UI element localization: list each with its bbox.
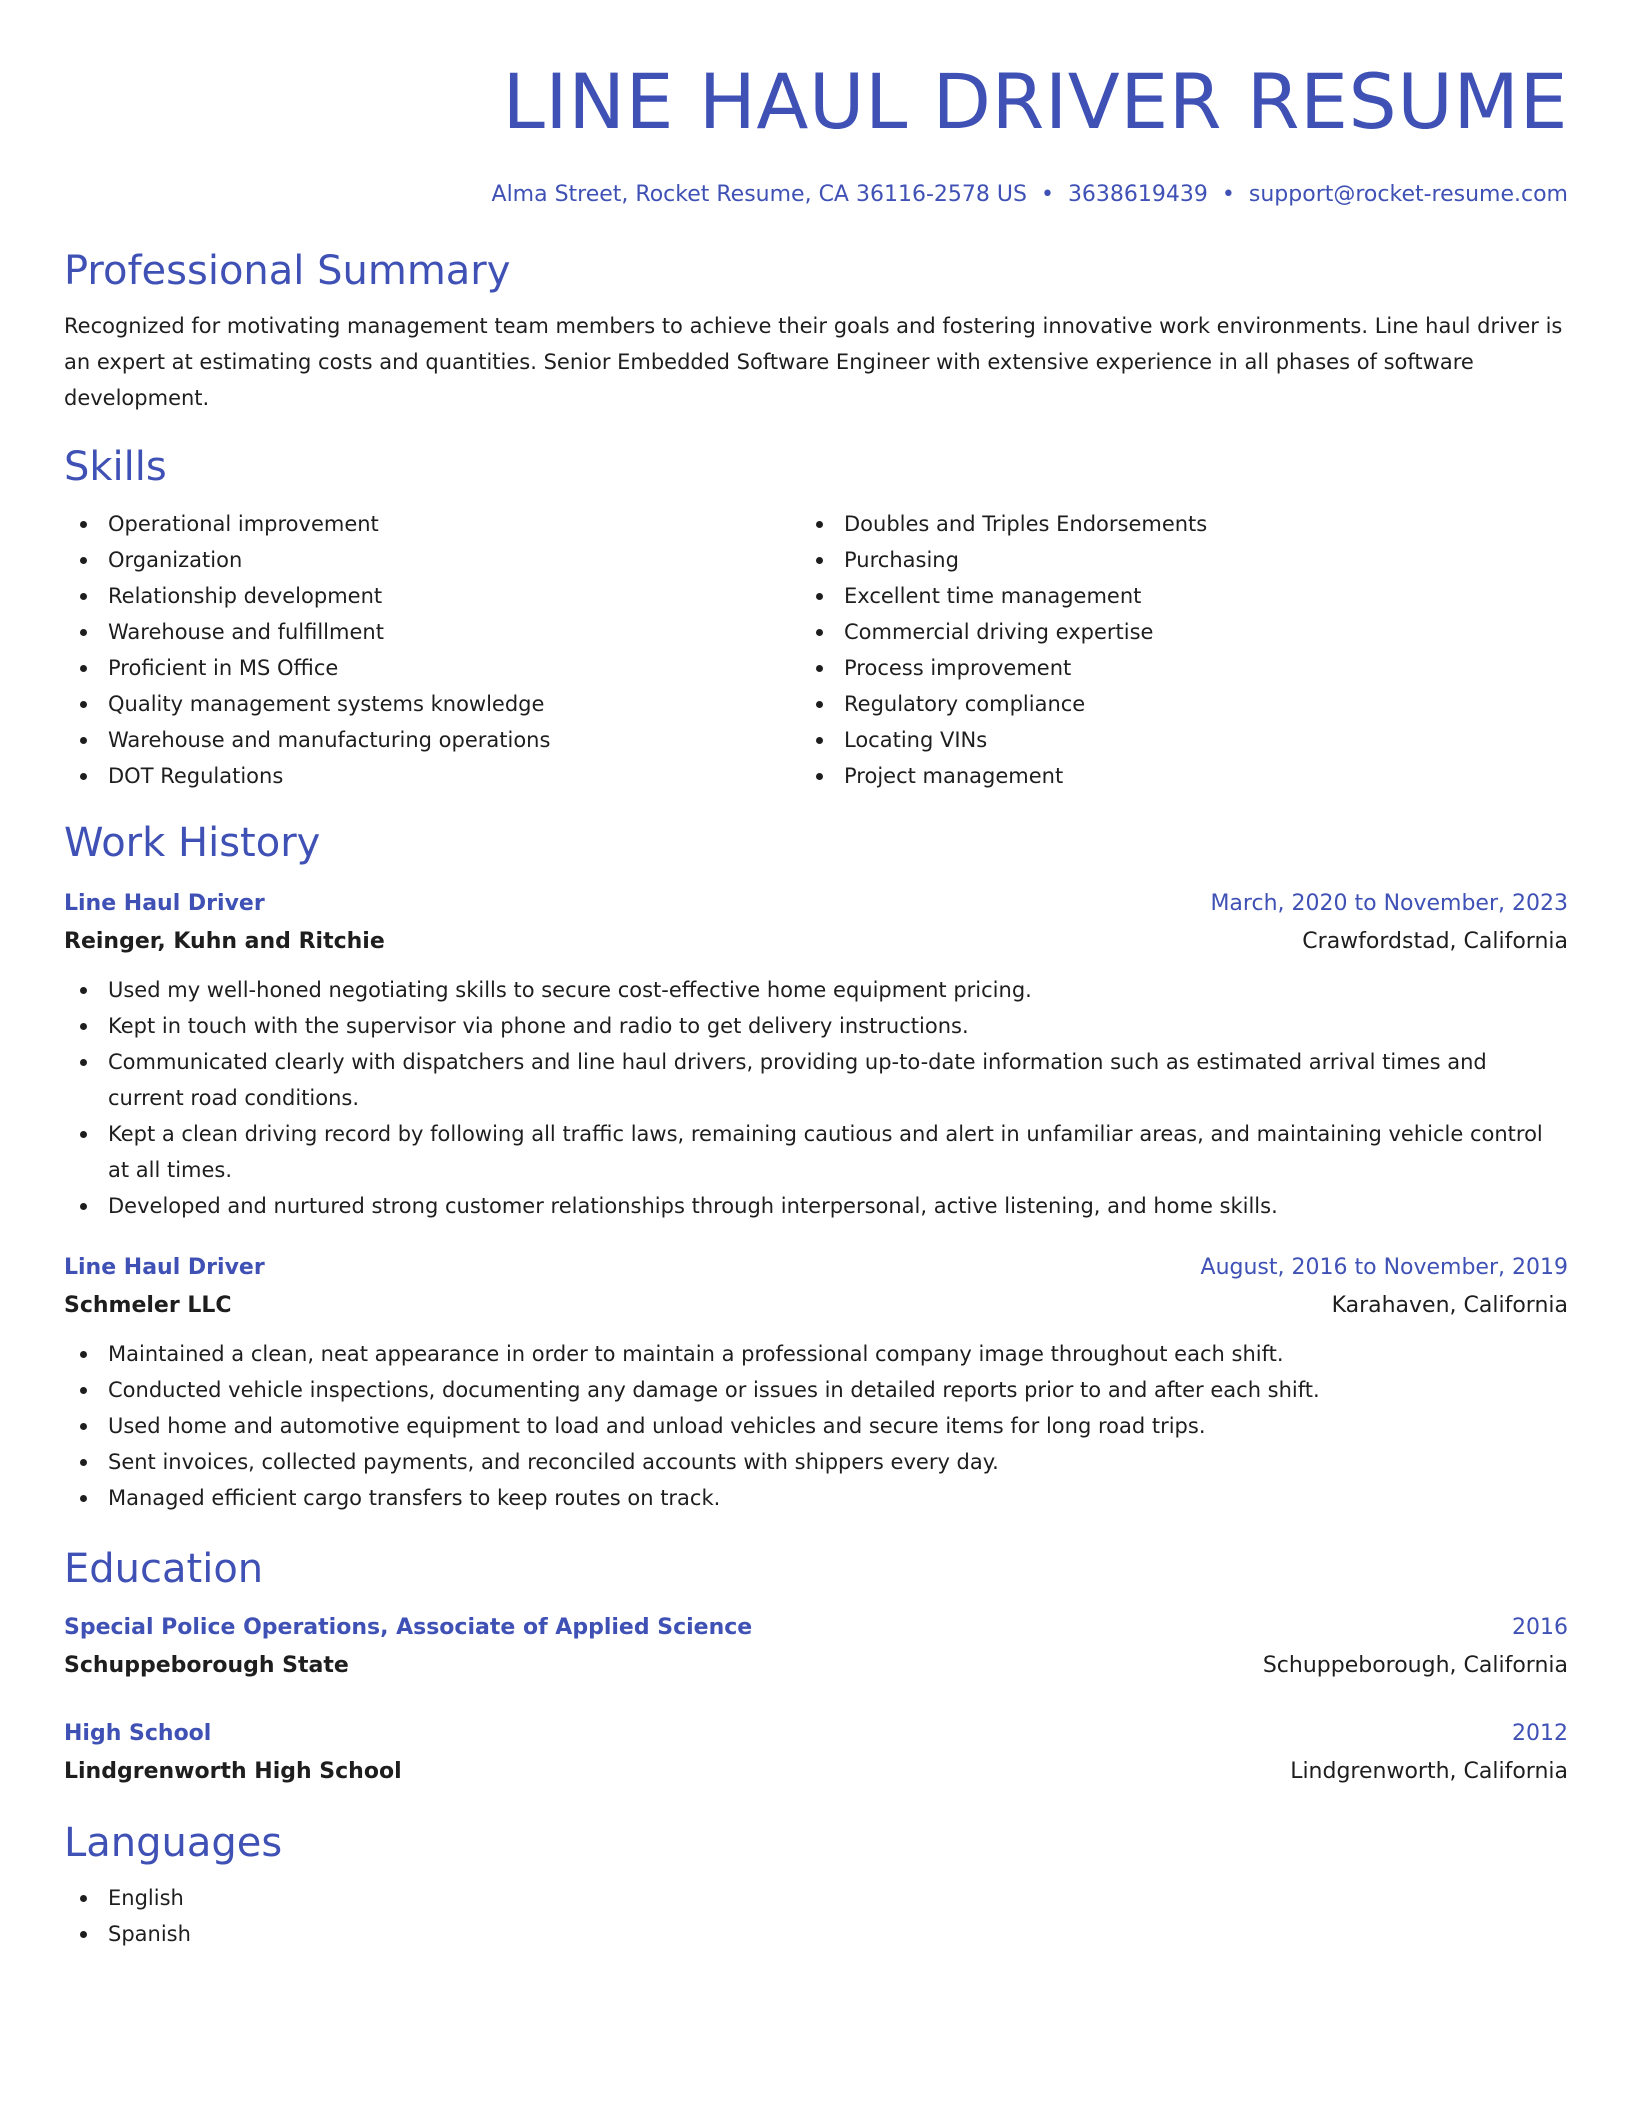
job-duty: Used my well-honed negotiating skills to secure cost-effective home equipment pricing. <box>64 972 1568 1008</box>
education-degree: Special Police Operations, Associate of Applied Science <box>64 1615 753 1640</box>
job-duties-list <box>64 1336 1568 1516</box>
skill-item: Regulatory compliance <box>800 686 1536 722</box>
resume-title: LINE HAUL DRIVER RESUME <box>502 57 1568 146</box>
job-duty: Developed and nurtured strong customer relationships through interpersonal, active listening, and home skills. <box>64 1188 1568 1224</box>
job-title-row <box>64 886 1568 922</box>
contact-email[interactable]: support@rocket-resume.com <box>1248 182 1568 207</box>
job-entry <box>64 886 1568 1224</box>
education-degree-row <box>64 1716 1568 1752</box>
skill-item: Locating VINs <box>800 722 1536 758</box>
education-entry <box>64 1716 1568 1792</box>
contact-address: Alma Street, Rocket Resume, CA 36116-2578 US <box>491 182 1027 207</box>
education-entry <box>64 1610 1568 1686</box>
section-title-skills: Skills <box>64 444 167 490</box>
skill-item: Commercial driving expertise <box>800 614 1536 650</box>
job-duty: Kept in touch with the supervisor via phone and radio to get delivery instructions. <box>64 1008 1568 1044</box>
section-title-languages: Languages <box>64 1820 283 1866</box>
job-duty: Used home and automotive equipment to load and unload vehicles and secure items for long road trips. <box>64 1408 1568 1444</box>
skill-item: Relationship development <box>64 578 800 614</box>
education-school: Lindgrenworth High School <box>64 1759 402 1784</box>
job-duty: Sent invoices, collected payments, and reconciled accounts with shippers every day. <box>64 1444 1568 1480</box>
summary-text: Recognized for motivating management team members to achieve their goals and fostering innovative work environments. Line haul driver is an expert at estimating costs and quantities. Senior Embedded Software Engineer with extensive experience in all phases of software development. <box>64 314 1563 410</box>
job-company-row <box>64 1286 1568 1326</box>
job-role: Line Haul Driver <box>64 1255 265 1280</box>
skill-item: Proficient in MS Office <box>64 650 800 686</box>
skills-columns <box>64 506 1568 794</box>
skill-item: Organization <box>64 542 800 578</box>
job-duties-list <box>64 972 1568 1224</box>
section-title-summary: Professional Summary <box>64 248 511 294</box>
contact-separator: • <box>1221 182 1235 207</box>
skill-item: Operational improvement <box>64 506 800 542</box>
job-company-row <box>64 922 1568 962</box>
education-school-row <box>64 1646 1568 1686</box>
education-degree-row <box>64 1610 1568 1646</box>
skills-list-right <box>800 506 1536 794</box>
section-title-education: Education <box>64 1546 264 1592</box>
language-item: Spanish <box>64 1916 1568 1952</box>
skill-item: Project management <box>800 758 1536 794</box>
job-company: Reinger, Kuhn and Ritchie <box>64 929 385 954</box>
job-location: Karahaven, California <box>1331 1293 1568 1318</box>
skill-item: Warehouse and fulfillment <box>64 614 800 650</box>
work-history-section <box>64 818 1568 1516</box>
job-dates: March, 2020 to November, 2023 <box>1210 891 1568 916</box>
skill-item: DOT Regulations <box>64 758 800 794</box>
languages-list <box>64 1880 1568 1952</box>
job-location: Crawfordstad, California <box>1302 929 1568 954</box>
skills-section <box>64 442 1568 794</box>
job-duty: Conducted vehicle inspections, documenting any damage or issues in detailed reports prior to and after each shift. <box>64 1372 1568 1408</box>
job-title-row <box>64 1250 1568 1286</box>
summary-section <box>64 246 1568 416</box>
job-duty: Managed efficient cargo transfers to keep routes on track. <box>64 1480 1568 1516</box>
job-company: Schmeler LLC <box>64 1293 232 1318</box>
contact-line <box>64 180 1568 210</box>
education-degree: High School <box>64 1721 212 1746</box>
education-location: Schuppeborough, California <box>1262 1653 1568 1678</box>
education-section <box>64 1544 1568 1792</box>
job-duty: Kept a clean driving record by following all traffic laws, remaining cautious and alert in unfamiliar areas, and maintaining vehicle control at all times. <box>64 1116 1568 1188</box>
skill-item: Doubles and Triples Endorsements <box>800 506 1536 542</box>
skill-item: Purchasing <box>800 542 1536 578</box>
contact-separator: • <box>1040 182 1054 207</box>
skill-item: Warehouse and manufacturing operations <box>64 722 800 758</box>
job-duty: Communicated clearly with dispatchers and line haul drivers, providing up-to-date information such as estimated arrival times and current road conditions. <box>64 1044 1568 1116</box>
education-year: 2016 <box>1512 1615 1568 1640</box>
job-duty: Maintained a clean, neat appearance in order to maintain a professional company image throughout each shift. <box>64 1336 1568 1372</box>
education-school: Schuppeborough State <box>64 1653 349 1678</box>
job-role: Line Haul Driver <box>64 891 265 916</box>
section-title-work-history: Work History <box>64 820 321 866</box>
skill-item: Quality management systems knowledge <box>64 686 800 722</box>
language-item: English <box>64 1880 1568 1916</box>
education-school-row <box>64 1752 1568 1792</box>
skill-item: Excellent time management <box>800 578 1536 614</box>
skill-item: Process improvement <box>800 650 1536 686</box>
resume-header <box>64 0 1568 210</box>
education-location: Lindgrenworth, California <box>1290 1759 1568 1784</box>
job-entry <box>64 1250 1568 1516</box>
job-dates: August, 2016 to November, 2019 <box>1200 1255 1568 1280</box>
skills-list-left <box>64 506 800 794</box>
contact-phone: 3638619439 <box>1067 182 1208 207</box>
languages-section <box>64 1818 1568 1952</box>
education-year: 2012 <box>1512 1721 1568 1746</box>
